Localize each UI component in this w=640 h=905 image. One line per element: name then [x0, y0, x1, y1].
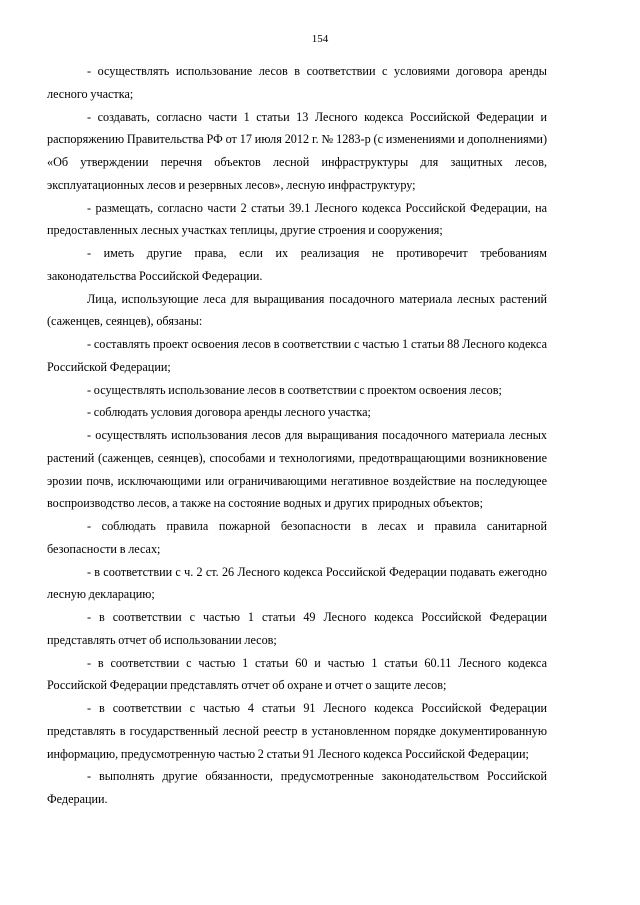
paragraph: - иметь другие права, если их реализация не противоречит требованиям законодательства Российской Федерации.	[47, 246, 547, 283]
paragraph: - осуществлять использование лесов в соответствии с условиями договора аренды лесного участка;	[47, 64, 547, 101]
paragraph: - создавать, согласно части 1 статьи 13 Лесного кодекса Российской Федерации и распоряжению Правительства РФ от 17 июля 2012 г. № 1283-р (с изменениями и дополнениями) «Об утверждении перечня объектов лесной инфраструктуры для защитных лесов, эксплуатационных лесов и резервных лесов», лесную инфраструктуру;	[47, 109, 547, 192]
document-body	[47, 60, 547, 811]
paragraph: - соблюдать условия договора аренды лесного участка;	[87, 405, 371, 420]
page-number: 154	[311, 33, 329, 45]
paragraph: - соблюдать правила пожарной безопасности в лесах и правила санитарной безопасности в лесах;	[47, 519, 547, 556]
paragraph: - выполнять другие обязанности, предусмотренные законодательством Российской Федерации.	[47, 769, 547, 806]
paragraph: - в соответствии с частью 1 статьи 60 и частью 1 статьи 60.11 Лесного кодекса Российской Федерации представлять отчет об охране и отчет о защите лесов;	[47, 655, 547, 693]
paragraph: - в соответствии с ч. 2 ст. 26 Лесного кодекса Российской Федерации подавать ежегодно лесную декларацию;	[47, 564, 547, 602]
paragraph: - осуществлять использования лесов для выращивания посадочного материала лесных растений (саженцев, сеянцев), способами и технологиями, предотвращающими возникновение эрозии почв, исключающими или ограничивающими негативное воздействие на последующее воспроизводство лесов, а также на состояние водных и других природных объектов;	[47, 428, 547, 511]
paragraph: - в соответствии с частью 4 статьи 91 Лесного кодекса Российской Федерации представлять в государственный лесной реестр в установленном порядке документированную информацию, предусмотренную частью 2 статьи 91 Лесного кодекса Российской Федерации;	[47, 701, 547, 761]
paragraph: - в соответствии с частью 1 статьи 49 Лесного кодекса Российской Федерации представлять отчет об использовании лесов;	[47, 610, 547, 647]
paragraph: - размещать, согласно части 2 статьи 39.1 Лесного кодекса Российской Федерации, на предоставленных лесных участках теплицы, другие строения и сооружения;	[47, 200, 547, 238]
paragraph: - составлять проект освоения лесов в соответствии с частью 1 статьи 88 Лесного кодекса Российской Федерации;	[47, 337, 547, 374]
paragraph: - осуществлять использование лесов в соответствии с проектом освоения лесов;	[87, 382, 502, 397]
paragraph: Лица, использующие леса для выращивания посадочного материала лесных растений (саженцев, сеянцев), обязаны:	[47, 291, 547, 329]
